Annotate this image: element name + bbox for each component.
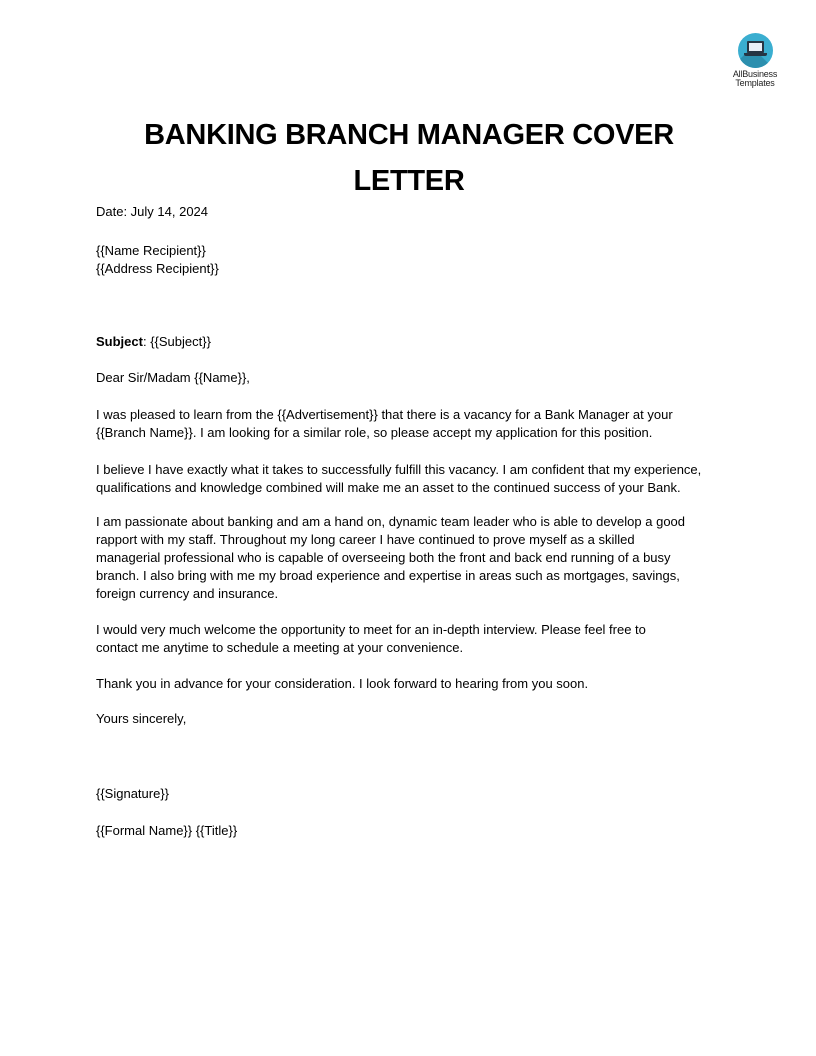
allbusiness-templates-logo — [724, 33, 786, 88]
date-line: Date: July 14, 2024 — [96, 204, 209, 219]
logo-line-1: AllBusiness — [732, 69, 778, 79]
logo-line-2: Templates — [735, 78, 775, 88]
paragraph-line: managerial professional who is capable of overseeing both the front and back end running of a busy — [96, 550, 671, 565]
paragraph-line: I was pleased to learn from the {{Advertisement}} that there is a vacancy for a Bank Manager at your — [96, 407, 673, 422]
subject-label: Subject — [96, 334, 143, 349]
paragraph-5 — [96, 675, 726, 693]
formal-name-title: {{Formal Name}} {{Title}} — [96, 823, 238, 838]
subject-line — [96, 333, 211, 351]
page-title — [96, 112, 722, 204]
salutation: Dear Sir/Madam {{Name}}, — [96, 370, 250, 385]
paragraph-line: I would very much welcome the opportunity to meet for an in-depth interview. Please feel free to — [96, 622, 646, 637]
laptop-icon — [738, 33, 773, 68]
paragraph-3 — [96, 513, 726, 603]
paragraph-line: I believe I have exactly what it takes to successfully fulfill this vacancy. I am confident that my experience, — [96, 462, 702, 477]
signature-placeholder: {{Signature}} — [96, 786, 170, 801]
recipient-name: {{Name Recipient}} — [96, 243, 206, 258]
paragraph-line: Thank you in advance for your consideration. I look forward to hearing from you soon. — [96, 676, 589, 691]
closing: Yours sincerely, — [96, 711, 187, 726]
paragraph-2 — [96, 461, 726, 497]
logo-text — [733, 70, 777, 88]
paragraph-line: contact me anytime to schedule a meeting at your convenience. — [96, 640, 464, 655]
subject-value: : {{Subject}} — [142, 334, 211, 349]
paragraph-line: I am passionate about banking and am a hand on, dynamic team leader who is able to develop a good — [96, 514, 686, 529]
title-line-2: LETTER — [353, 165, 465, 197]
recipient-address: {{Address Recipient}} — [96, 261, 219, 276]
paragraph-line: rapport with my staff. Throughout my long career I have continued to prove myself as a skilled — [96, 532, 635, 547]
paragraph-line: branch. I also bring with me my broad experience and expertise in areas such as mortgages, savings, — [96, 568, 680, 583]
paragraph-1 — [96, 406, 726, 442]
title-line-1: BANKING BRANCH MANAGER COVER — [144, 119, 674, 151]
paragraph-line: foreign currency and insurance. — [96, 586, 279, 601]
paragraph-4 — [96, 621, 726, 657]
paragraph-line: {{Branch Name}}. I am looking for a similar role, so please accept my application for this position. — [96, 425, 653, 440]
paragraph-line: qualifications and knowledge combined will make me an asset to the continued success of your Bank. — [96, 480, 681, 495]
